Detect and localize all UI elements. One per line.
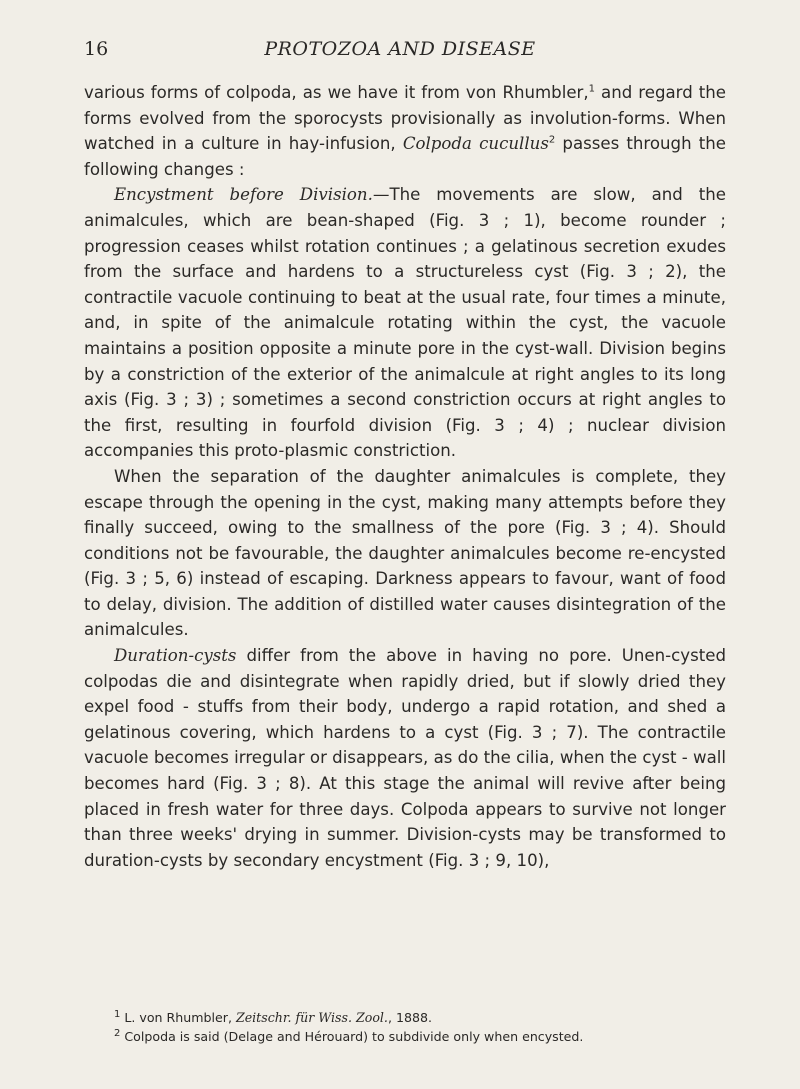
text-span: —The movements are slow, and the animalcules, which are bean-shaped (Fig. 3 ; 1), become rounder ; progression ceases whilst rotation continues ; a gelatinous secretion exudes from the surface and hardens to a structureless cyst (Fig. 3 ; 2), the contractile vacuole continuing to beat at the usual rate, four times a minute, and, in spite of the animalcule rotating within the cyst, the vacuole maintains a position opposite a minute pore in the cyst-wall. Division begins by a constriction of the exterior of the animalcule at right angles to its long axis (Fig. 3 ; 3) ; sometimes a second constriction occurs at right angles to the first, resulting in fourfold division (Fig. 3 ; 4) ; nuclear division accompanies this proto-plasmic constriction. [84,185,726,461]
page-number: 16 [84,38,109,60]
text-span: and regard the forms evolved from the sporocysts provisionally as involution-forms. When watched in a culture in hay-infusion, [84,83,726,154]
section-heading-duration-cysts: Duration-cysts [114,646,237,666]
footnote-2 [84,1027,726,1046]
footnote-1 [84,1008,726,1027]
text-span: When the separation of the daughter animalcules is complete, they escape through the opening in the cyst, making many attempts before they finally succeed, owing to the smallness of the pore (Fig. 3 ; 4). Should conditions not be favourable, the daughter animalcules become re-encysted (Fig. 3 ; 5, 6) instead of escaping. Darkness appears to favour, want of food to delay, division. The addition of distilled water causes disintegration of the animalcules. [84,466,726,640]
paragraph-1 [84,80,726,182]
text-span: differ from the above in having no pore. Unen-cysted colpodas die and disintegrate when rapidly dried, but if slowly dried they expel food - stuffs from their body, undergo a rapid rotation, and shed a gelatinous covering, which hardens to a cyst (Fig. 3 ; 7). The contractile vacuole becomes irregular or disappears, as do the cilia, when the cyst - wall becomes hard (Fig. 3 ; 8). At this stage the animal will revive after being placed in fresh water for three days. Colpoda appears to survive not longer than three weeks' drying in summer. Division-cysts may be transformed to duration-cysts by secondary encystment (Fig. 3 ; 9, 10), [84,646,727,870]
text-span: L. von Rhumbler, [120,1010,236,1025]
footnotes [84,1008,726,1046]
text-span: , 1888. [387,1010,433,1025]
section-heading-encystment: Encystment before Division. [114,185,373,205]
paragraph-4 [84,643,726,873]
journal-title: Zeitschr. für Wiss. Zool. [235,1010,388,1025]
page-header [0,38,800,68]
species-name: Colpoda cucullus [402,134,549,154]
text-span: various forms of colpoda, as we have it from von Rhumbler, [84,83,589,102]
paragraph-3 [84,464,726,643]
body-text [84,80,726,873]
running-title: PROTOZOA AND DISEASE [264,38,536,60]
paragraph-2 [84,182,726,464]
text-span: Colpoda is said (Delage and Hérouard) to subdivide only when encysted. [120,1029,584,1044]
footnote-ref-2: 2 [548,134,556,146]
text-span: passes through the following changes : [84,134,726,179]
footnote-marker: 2 [114,1027,121,1039]
footnote-marker: 1 [114,1008,121,1020]
footnote-ref-1: 1 [588,83,596,95]
